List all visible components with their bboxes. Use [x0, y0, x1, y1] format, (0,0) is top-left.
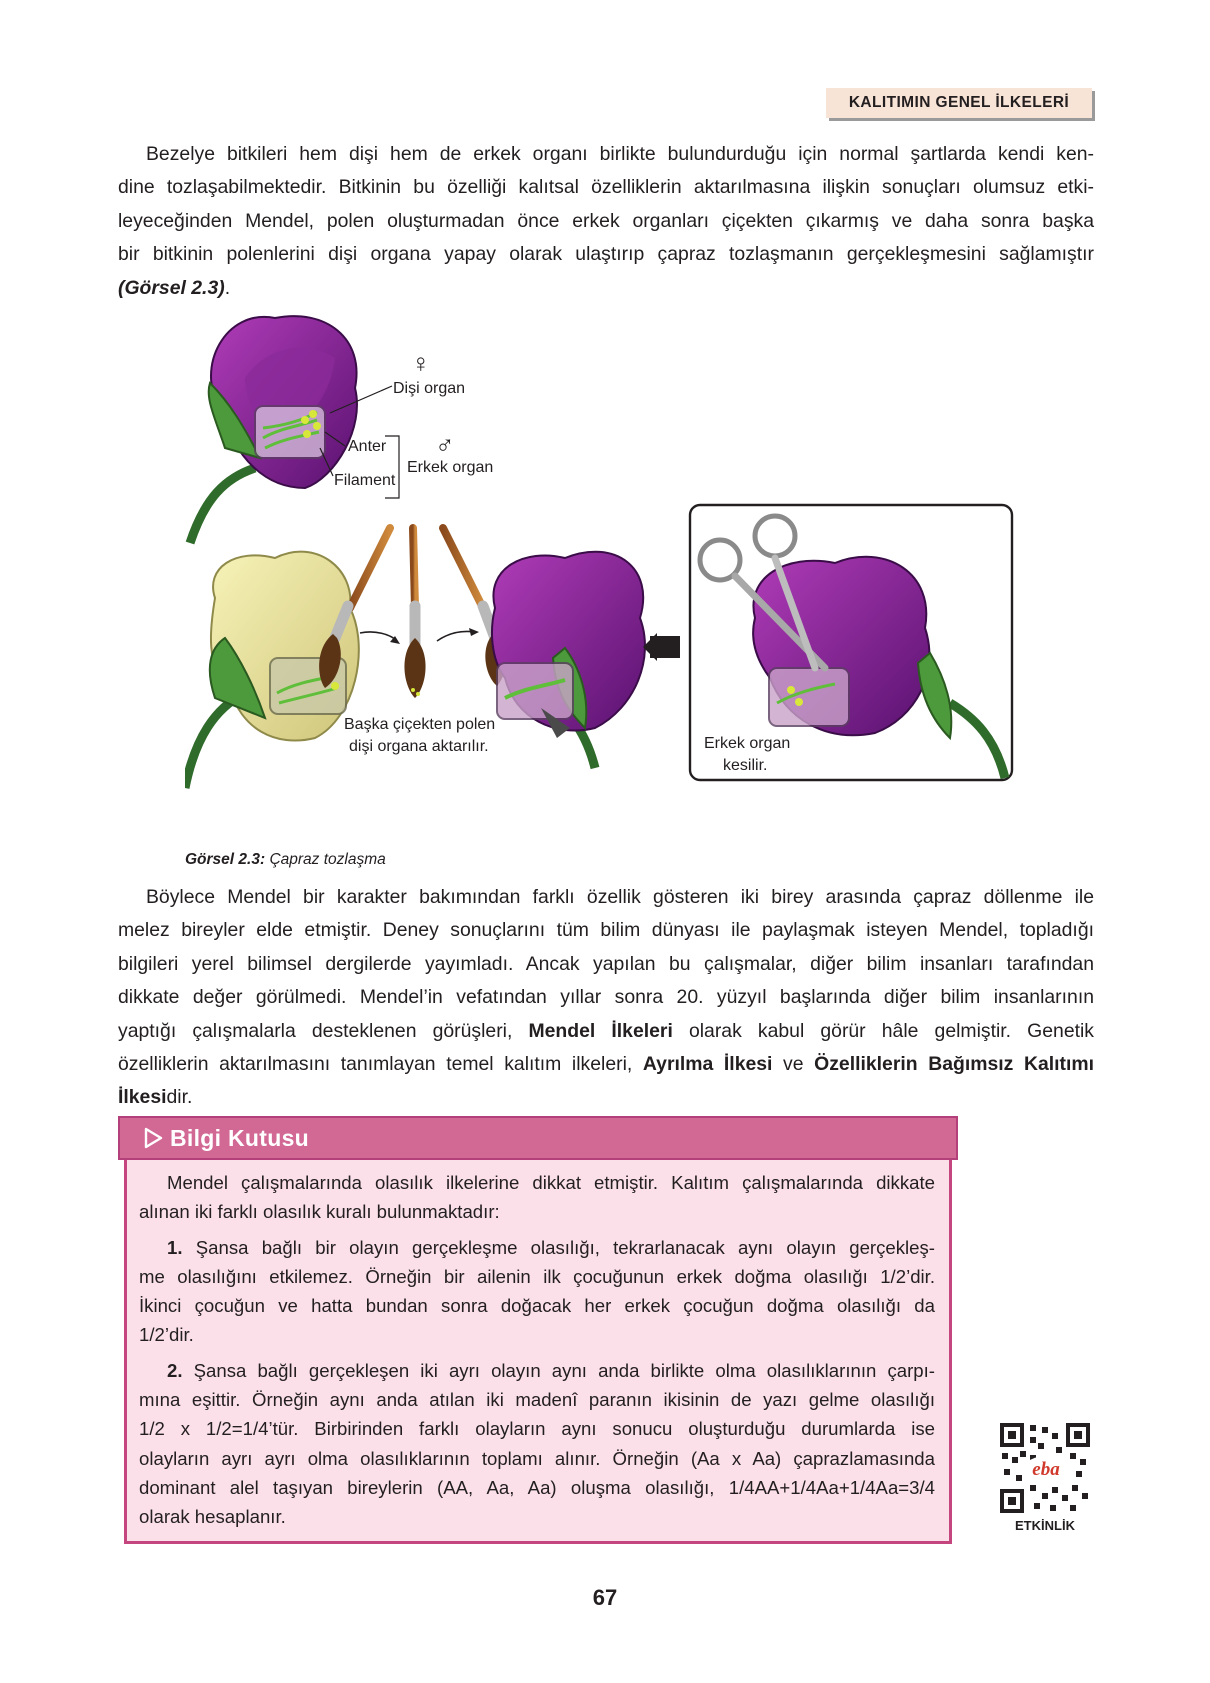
item-number: 1. — [167, 1236, 183, 1258]
term-ilkesi: İlkesi — [118, 1086, 167, 1109]
intro-paragraph — [118, 138, 1094, 305]
text-line: olayların ayrı ayrı olma olasılıklarının toplamı alınır. Örneğin (Aa x Aa) çaprazlamasında — [139, 1447, 935, 1469]
figure-caption — [185, 851, 386, 869]
text-line: İkinci çocuğun ve hatta bundan sonra doğacak her erkek çocuğun doğma olasılığı da — [139, 1295, 935, 1317]
text-line — [118, 272, 1094, 305]
text-line: dominant alel taşıyan bireylerin (AA, Aa, Aa) oluşma olasılığı, 1/4AA+1/4Aa+1/4Aa=3/4 — [139, 1476, 935, 1498]
cross-pollination-figure — [185, 308, 1015, 848]
text-line — [139, 1233, 935, 1262]
body-paragraph — [118, 881, 1094, 1115]
label-transfer-line1: Başka çiçekten polen — [344, 716, 496, 733]
play-triangle-icon — [142, 1127, 164, 1149]
text-line: dine tozlaşabilmektedir. Bitkinin bu özelliği kalıtsal özelliklerin aktarılmasına ilişkin sonuçları olumsuz etki- — [118, 176, 1094, 199]
term-mendel-ilkeleri: Mendel İlkeleri — [528, 1019, 673, 1042]
info-box-title: Bilgi Kutusu — [170, 1124, 310, 1151]
info-box-header — [118, 1116, 958, 1160]
label-anter: Anter — [348, 438, 387, 455]
caption-label: Görsel 2.3: — [185, 851, 266, 868]
text-line — [118, 1048, 1094, 1081]
text-line: olarak hesaplanır. — [139, 1506, 286, 1528]
text-line: 1/2’dir. — [139, 1324, 194, 1346]
flower-top — [190, 316, 357, 543]
text-line: leyeceğinden Mendel, polen oluşturmadan önce erkek organları çiçekten çıkarmış ve daha sonra başka — [118, 209, 1094, 232]
label-filament: Filament — [334, 472, 396, 489]
info-box — [118, 1116, 958, 1544]
label-cut-line2: kesilir. — [723, 757, 768, 774]
label-erkek-organ: Erkek organ — [407, 459, 494, 476]
text-line — [118, 1081, 1094, 1114]
item-number: 2. — [167, 1359, 183, 1381]
text-line: Bezelye bitkileri hem dişi hem de erkek organı birlikte bulundurduğu için normal şartlarda kendi ken- — [146, 143, 1094, 165]
page-number: 67 — [592, 1585, 618, 1610]
text-segment: Şansa bağlı gerçekleşen iki ayrı olayın aynı anda birlikte olma olasılıklarının çarpı- — [182, 1359, 935, 1381]
text-segment: olarak kabul görür hâle gelmiştir. Genetik — [672, 1019, 1094, 1042]
text-line: bilgileri yerel bilimsel dergilerde yayımladı. Ancak yapılan bu çalışmalar, diğer bilim insanları tarafından — [118, 952, 1094, 975]
text-line: melez bireyler elde etmiştir. Deney sonuçlarını tüm bilim dünyası ile paylaşmak isteyen Mendel, topladığı — [118, 919, 1094, 942]
term-ayrilma-ilkesi: Ayrılma İlkesi — [642, 1053, 773, 1076]
text-line: Mendel çalışmalarında olasılık ilkelerine dikkat etmiştir. Kalıtım çalışmalarında dikkate — [167, 1172, 935, 1193]
text-line: alınan iki farklı olasılık kuralı bulunmaktadır: — [139, 1201, 500, 1223]
text-segment: özelliklerin aktarılmasını tanımlayan temel kalıtım ilkeleri, — [118, 1053, 643, 1076]
text-segment: yaptığı çalışmalarla desteklenen görüşleri, — [118, 1019, 529, 1042]
text-segment: ve — [772, 1053, 815, 1076]
label-disi-organ: Dişi organ — [393, 380, 466, 397]
section-header-tag: KALITIMIN GENEL İLKELERİ — [826, 88, 1092, 118]
qr-label: ETKİNLİK — [1015, 1518, 1075, 1533]
male-symbol: ♂ — [435, 430, 455, 460]
label-transfer-line2: dişi organa aktarılır. — [349, 738, 489, 755]
text-segment: Şansa bağlı bir olayın gerçekleşme olasılığı, tekrarlanacak aynı olayın gerçekleş- — [182, 1236, 935, 1258]
info-box-body — [124, 1160, 952, 1544]
period: . — [224, 276, 231, 299]
text-line: mına eşittir. Örneğin aynı anda atılan iki madenî paranın ikisinin de yazı gelme olasılığı — [139, 1389, 935, 1411]
female-symbol: ♀ — [411, 348, 431, 378]
figure-reference: (Görsel 2.3) — [118, 276, 225, 299]
text-line: bir bitkinin polenlerini dişi organa yapay olarak ulaştırıp çapraz tozlaşmanın gerçekleşmesini sağlamıştır — [118, 243, 1094, 266]
caption-text: Çapraz tozlaşma — [269, 851, 386, 868]
text-line: 1/2 x 1/2=1/4’tür. Birbirinden farklı olayların aynı sonucu oluşturduğu durumlarda ise — [139, 1418, 935, 1440]
term-bagimsiz-kalitim: Özelliklerin Bağımsız Kalıtımı — [814, 1053, 1094, 1076]
flower-purple-middle — [492, 552, 645, 768]
eba-logo: eba — [1032, 1459, 1060, 1480]
text-segment: dir. — [166, 1086, 193, 1109]
text-line: dikkate değer görülmedi. Mendel’in vefatından yıllar sonra 20. yüzyıl başlarında diğer bilim insanlarının — [118, 986, 1094, 1009]
text-line: me olasılığını etkilemez. Örneğin bir ailenin ilk çocuğunun erkek doğma olasılığı 1/2’dir. — [139, 1265, 935, 1287]
text-line — [118, 1015, 1094, 1048]
brush-middle — [404, 528, 425, 698]
text-line — [139, 1356, 935, 1385]
text-line: Böylece Mendel bir karakter bakımından farklı özellik gösteren iki birey arasında çapraz döllenme ile — [146, 886, 1094, 908]
label-cut-line1: Erkek organ — [704, 735, 791, 752]
qr-code[interactable] — [1000, 1423, 1090, 1513]
